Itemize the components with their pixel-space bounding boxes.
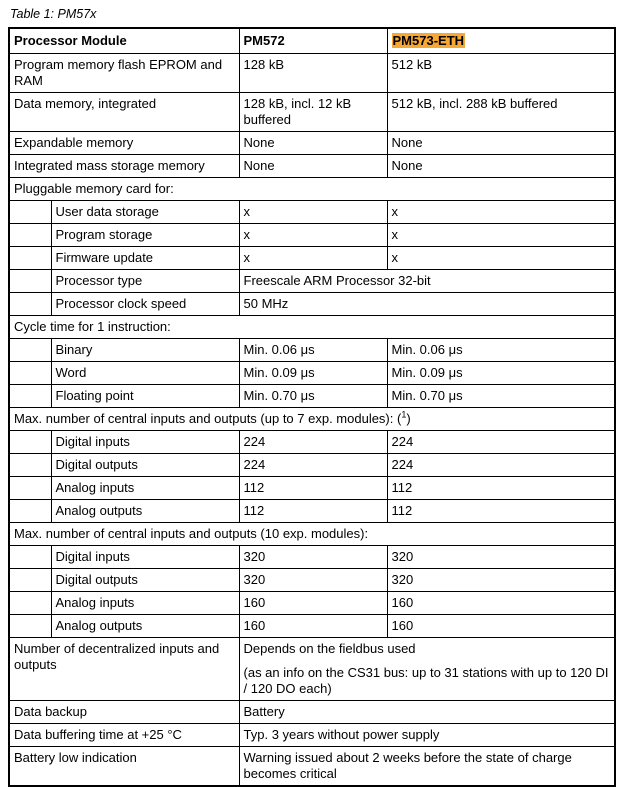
table-row bbox=[9, 431, 615, 454]
pm573-eth-value: 224 bbox=[387, 454, 615, 477]
merged-value bbox=[239, 724, 615, 747]
sub-spec-label: Analog inputs bbox=[51, 477, 239, 500]
value-paragraph: Typ. 3 years without power supply bbox=[243, 727, 440, 742]
pm572-value: 320 bbox=[239, 569, 387, 592]
indent-cell bbox=[9, 339, 51, 362]
pm573-eth-value: 160 bbox=[387, 592, 615, 615]
indent-cell bbox=[9, 293, 51, 316]
sub-spec-label: User data storage bbox=[51, 201, 239, 224]
pm572-value: 112 bbox=[239, 477, 387, 500]
value-paragraph: (as an info on the CS31 bus: up to 31 stations with up to 120 DI / 120 DO each) bbox=[243, 665, 609, 696]
pm573-eth-value: Min. 0.70 μs bbox=[387, 385, 615, 408]
table-row bbox=[9, 316, 615, 339]
merged-value bbox=[239, 701, 615, 724]
spec-label: Battery low indication bbox=[9, 747, 239, 787]
section-heading-text: Max. number of central inputs and outputs (up to 7 exp. modules): ( bbox=[14, 411, 402, 426]
merged-value bbox=[239, 747, 615, 787]
pm572-value: 160 bbox=[239, 592, 387, 615]
pm573-eth-value: 112 bbox=[387, 500, 615, 523]
column-header-pm573-eth bbox=[387, 28, 615, 54]
table-row bbox=[9, 638, 615, 701]
spec-label: Data buffering time at +25 °C bbox=[9, 724, 239, 747]
pm572-value: Min. 0.70 μs bbox=[239, 385, 387, 408]
table-row bbox=[9, 339, 615, 362]
table-row bbox=[9, 569, 615, 592]
indent-cell bbox=[9, 224, 51, 247]
spec-label: Data backup bbox=[9, 701, 239, 724]
indent-cell bbox=[9, 500, 51, 523]
sub-spec-label: Digital inputs bbox=[51, 546, 239, 569]
sub-spec-label: Binary bbox=[51, 339, 239, 362]
sub-spec-label: Digital outputs bbox=[51, 454, 239, 477]
pm572-value: x bbox=[239, 247, 387, 270]
indent-cell bbox=[9, 247, 51, 270]
merged-value bbox=[239, 638, 615, 701]
sub-spec-label: Analog inputs bbox=[51, 592, 239, 615]
table-row bbox=[9, 132, 615, 155]
pm572-value: None bbox=[239, 155, 387, 178]
table-row bbox=[9, 724, 615, 747]
pm573-eth-value: 512 kB, incl. 288 kB buffered bbox=[387, 93, 615, 132]
section-heading bbox=[9, 408, 615, 431]
table-caption: Table 1: PM57x bbox=[10, 7, 97, 21]
footnote-marker-close: ) bbox=[406, 411, 411, 426]
pm573-eth-value: 112 bbox=[387, 477, 615, 500]
merged-value: 50 MHz bbox=[239, 293, 615, 316]
value-paragraph: Depends on the fieldbus used bbox=[243, 641, 416, 656]
sub-spec-label: Analog outputs bbox=[51, 500, 239, 523]
sub-spec-label: Processor type bbox=[51, 270, 239, 293]
table-row bbox=[9, 546, 615, 569]
sub-spec-label: Firmware update bbox=[51, 247, 239, 270]
indent-cell bbox=[9, 569, 51, 592]
indent-cell bbox=[9, 592, 51, 615]
pm572-value: x bbox=[239, 201, 387, 224]
table-row bbox=[9, 28, 615, 54]
pm572-value: None bbox=[239, 132, 387, 155]
table-row bbox=[9, 477, 615, 500]
section-heading-text: Cycle time for 1 instruction: bbox=[14, 319, 171, 334]
section-heading-text: Max. number of central inputs and outputs (10 exp. modules): bbox=[14, 526, 369, 541]
value-paragraph: Warning issued about 2 weeks before the state of charge becomes critical bbox=[243, 750, 572, 781]
spec-table bbox=[8, 27, 616, 787]
pm572-value: 224 bbox=[239, 431, 387, 454]
table-row bbox=[9, 270, 615, 293]
table-row bbox=[9, 293, 615, 316]
spec-label: Program memory flash EPROM and RAM bbox=[9, 54, 239, 93]
table-row bbox=[9, 54, 615, 93]
pm572-value: 128 kB, incl. 12 kB buffered bbox=[239, 93, 387, 132]
table-row bbox=[9, 201, 615, 224]
indent-cell bbox=[9, 546, 51, 569]
pm573-eth-value: x bbox=[387, 247, 615, 270]
pm573-eth-value: 320 bbox=[387, 569, 615, 592]
column-header-processor-module: Processor Module bbox=[9, 28, 239, 54]
pm572-value: 128 kB bbox=[239, 54, 387, 93]
sub-spec-label: Analog outputs bbox=[51, 615, 239, 638]
section-heading bbox=[9, 316, 615, 339]
spec-label: Data memory, integrated bbox=[9, 93, 239, 132]
pm573-eth-value: None bbox=[387, 155, 615, 178]
pm572-value: Min. 0.06 μs bbox=[239, 339, 387, 362]
sub-spec-label: Digital inputs bbox=[51, 431, 239, 454]
section-heading bbox=[9, 178, 615, 201]
spec-label: Integrated mass storage memory bbox=[9, 155, 239, 178]
table-row bbox=[9, 224, 615, 247]
indent-cell bbox=[9, 431, 51, 454]
indent-cell bbox=[9, 454, 51, 477]
footnote-marker: 1 bbox=[401, 409, 407, 420]
pm573-eth-value: 320 bbox=[387, 546, 615, 569]
spec-label: Number of decentralized inputs and outputs bbox=[9, 638, 239, 701]
section-heading bbox=[9, 523, 615, 546]
value-paragraph: Battery bbox=[243, 704, 285, 719]
table-row bbox=[9, 93, 615, 132]
indent-cell bbox=[9, 477, 51, 500]
pm573-eth-value: None bbox=[387, 132, 615, 155]
merged-value: Freescale ARM Processor 32-bit bbox=[239, 270, 615, 293]
pm573-eth-value: x bbox=[387, 224, 615, 247]
sub-spec-label: Processor clock speed bbox=[51, 293, 239, 316]
sub-spec-label: Digital outputs bbox=[51, 569, 239, 592]
pm573-eth-value: 512 kB bbox=[387, 54, 615, 93]
table-row bbox=[9, 385, 615, 408]
pm573-eth-value: 224 bbox=[387, 431, 615, 454]
pm572-value: Min. 0.09 μs bbox=[239, 362, 387, 385]
pm572-value: 320 bbox=[239, 546, 387, 569]
table-row bbox=[9, 454, 615, 477]
pm572-value: 112 bbox=[239, 500, 387, 523]
sub-spec-label: Floating point bbox=[51, 385, 239, 408]
table-row bbox=[9, 701, 615, 724]
pm572-value: x bbox=[239, 224, 387, 247]
table-row bbox=[9, 178, 615, 201]
highlighted-header-text: PM573-ETH bbox=[392, 33, 465, 48]
sub-spec-label: Program storage bbox=[51, 224, 239, 247]
table-row bbox=[9, 523, 615, 546]
section-heading-text: Pluggable memory card for: bbox=[14, 181, 174, 196]
pm573-eth-value: 160 bbox=[387, 615, 615, 638]
table-row bbox=[9, 247, 615, 270]
sub-spec-label: Word bbox=[51, 362, 239, 385]
pm572-value: 224 bbox=[239, 454, 387, 477]
pm573-eth-value: Min. 0.09 μs bbox=[387, 362, 615, 385]
spec-label: Expandable memory bbox=[9, 132, 239, 155]
indent-cell bbox=[9, 201, 51, 224]
pm573-eth-value: Min. 0.06 μs bbox=[387, 339, 615, 362]
table-row bbox=[9, 362, 615, 385]
spec-table-body bbox=[9, 28, 615, 786]
pm573-eth-value: x bbox=[387, 201, 615, 224]
indent-cell bbox=[9, 615, 51, 638]
table-row bbox=[9, 592, 615, 615]
table-row bbox=[9, 615, 615, 638]
table-row bbox=[9, 747, 615, 787]
indent-cell bbox=[9, 385, 51, 408]
pm572-value: 160 bbox=[239, 615, 387, 638]
indent-cell bbox=[9, 270, 51, 293]
indent-cell bbox=[9, 362, 51, 385]
column-header-pm572: PM572 bbox=[239, 28, 387, 54]
table-row bbox=[9, 408, 615, 431]
table-row bbox=[9, 155, 615, 178]
table-row bbox=[9, 500, 615, 523]
